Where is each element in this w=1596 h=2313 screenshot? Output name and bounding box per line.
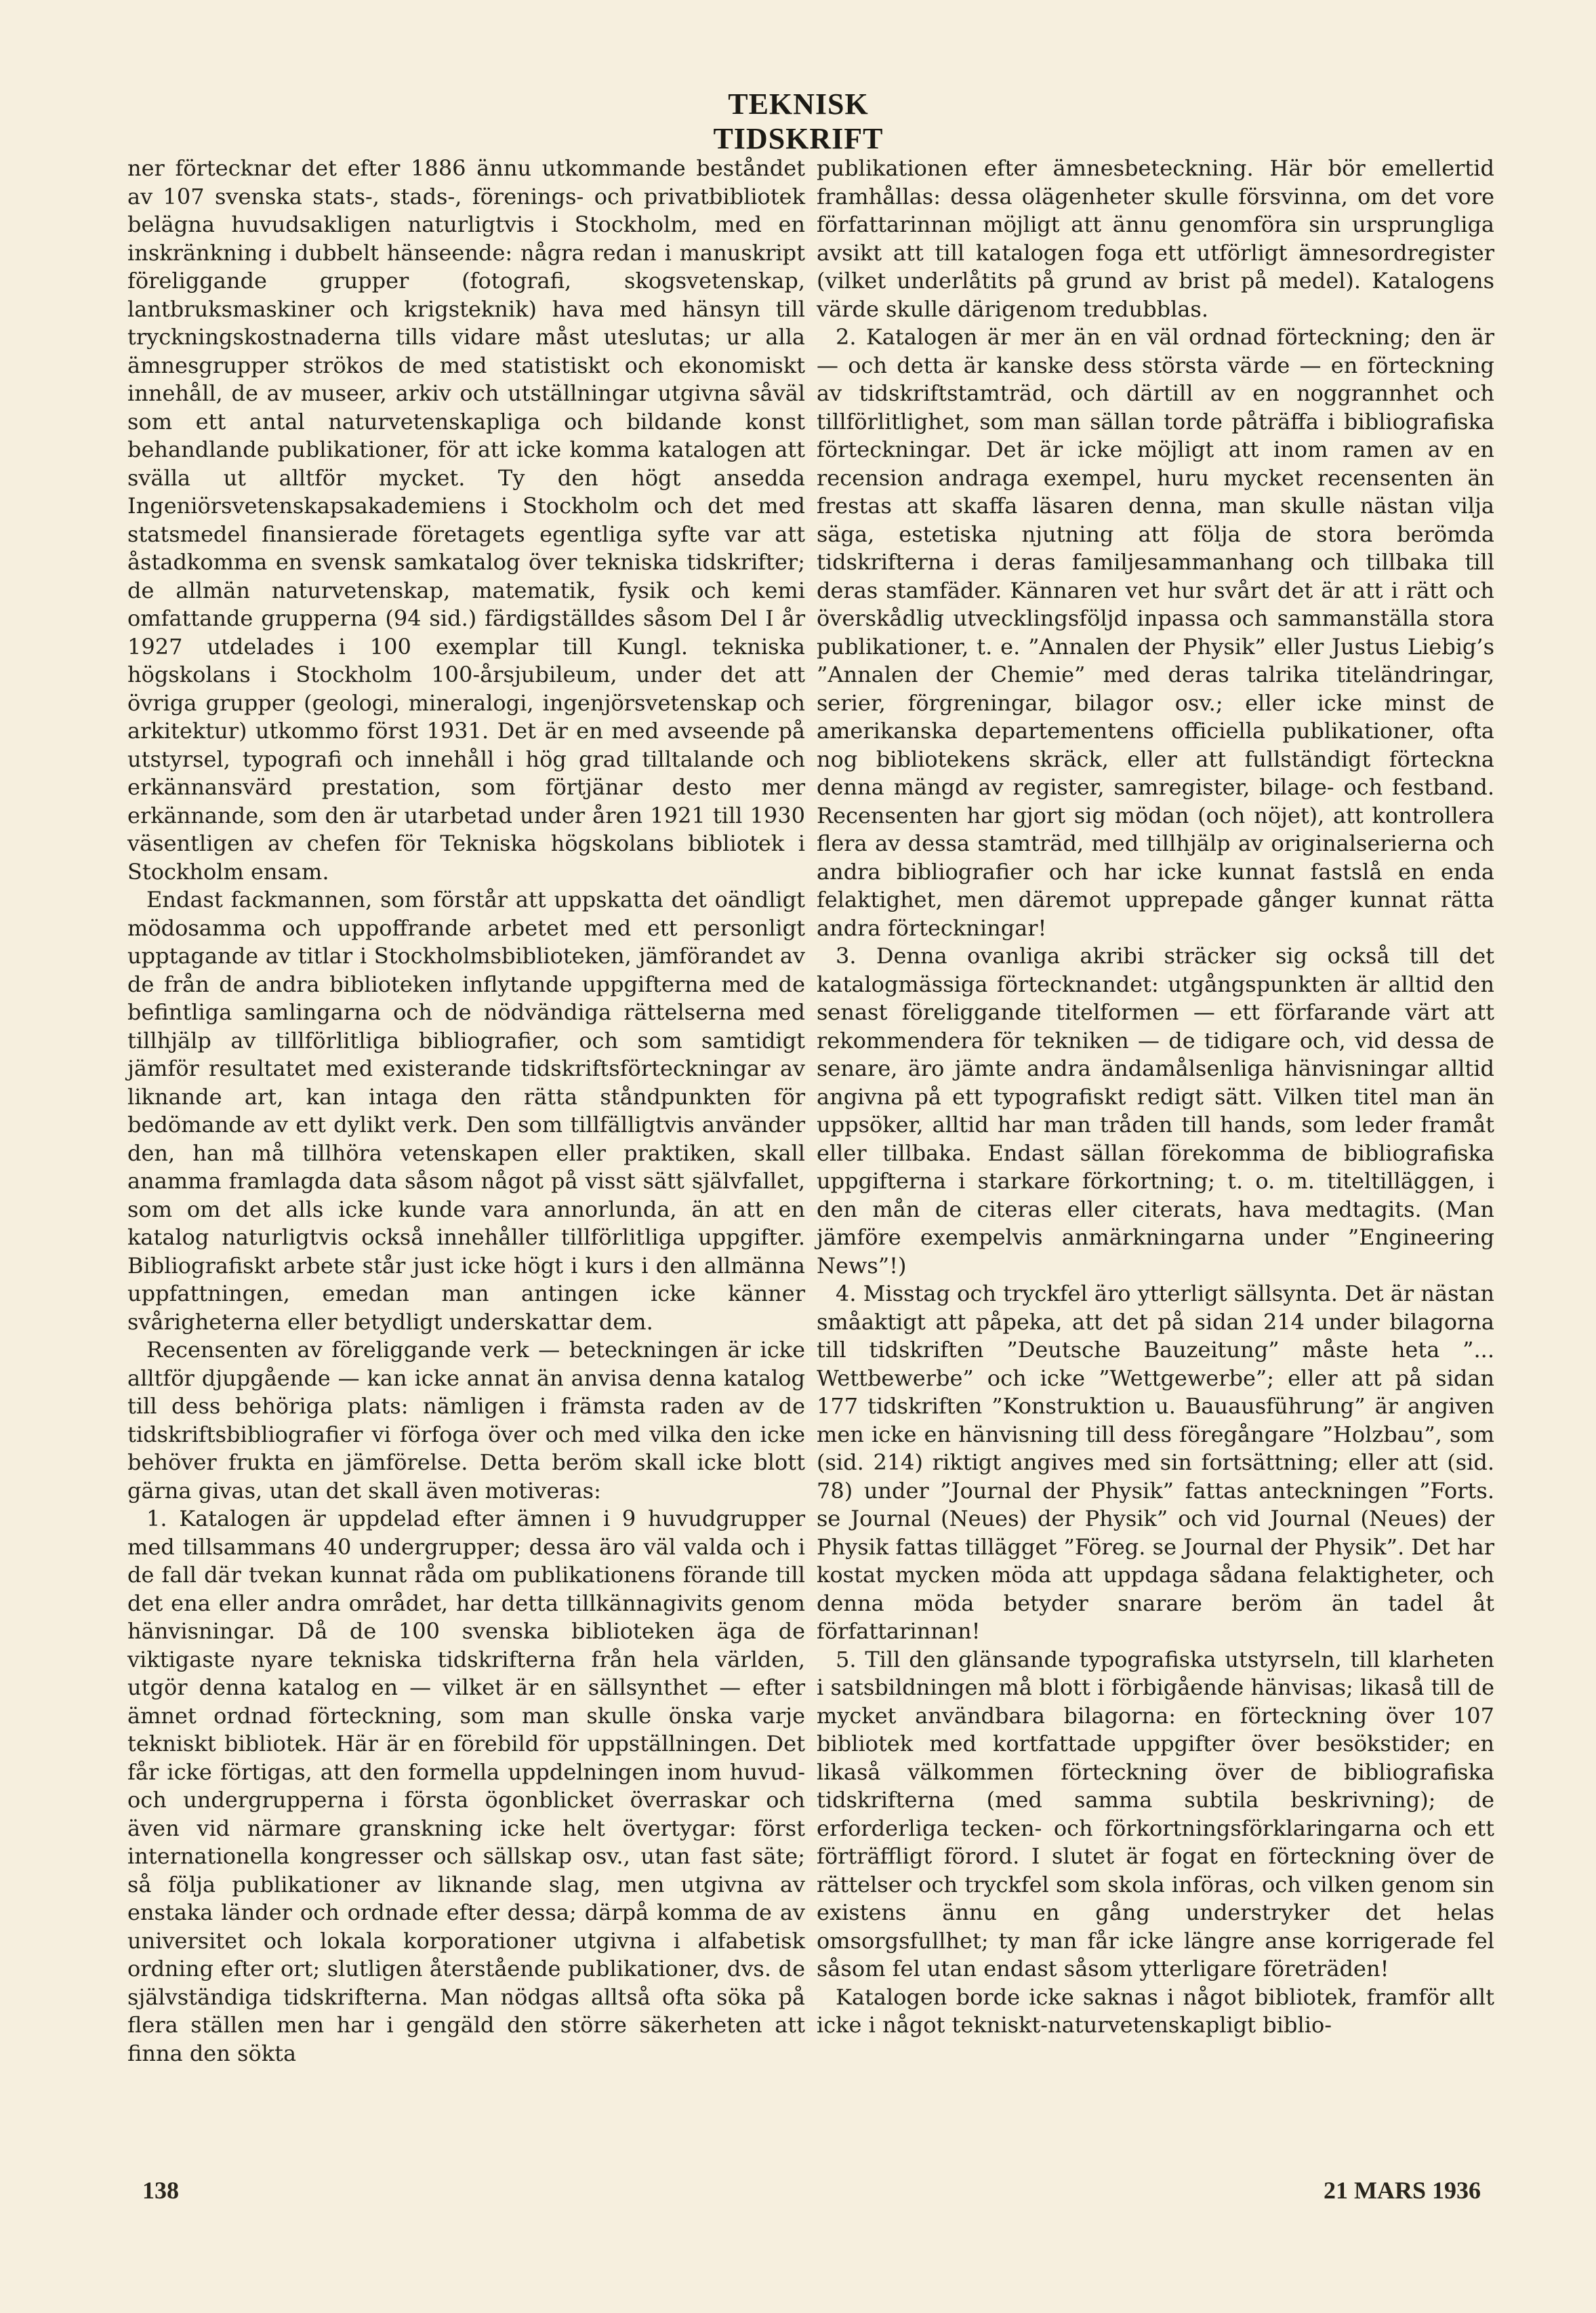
right-text-column	[817, 155, 1494, 2040]
paragraph: Recensenten av föreliggande verk — beteckningen är icke alltför djupgående — kan icke annat än anvisa denna katalog till dess behöriga plats: nämligen i främsta raden av de tidskriftsbibliografier vi förfoga över och med vilka den icke behöver frukta en jämförelse. Detta beröm skall icke blott gärna givas, utan det skall även motiveras:	[127, 1337, 805, 1504]
paragraph: 4. Misstag och tryckfel äro ytterligt sällsynta. Det är nästan småaktigt att påpeka, att det på sidan 214 under bilagorna till tidskriften ”Deutsche Bauzeitung” måste heta ”... Wettbewerbe” och icke ”Wettgewerbe”; eller att på sidan 177 tidskriften ”Konstruktion u. Bauausführung” är angiven men icke en hänvisning till dess föregångare ”Holzbau”, som (sid. 214) riktigt angives med sin fortsättning; eller att (sid. 78) under ”Journal der Physik” fattas anteckningen ”Forts. se Journal (Neues) der Physik” och vid Journal (Neues) der Physik fattas tillägget ”Föreg. se Journal der Physik”. Det har kostat mycken möda att uppdaga sådana felaktigheter, och denna möda betyder snarare beröm än tadel åt författarinnan!	[817, 1281, 1494, 1644]
paragraph: 5. Till den glänsande typografiska utstyrseln, till klarheten i satsbildningen må blott i förbigående hänvisas; likaså till de mycket användbara bilagorna: en förteckning över 107 bibliotek med kortfattade uppgifter över besökstider; en likaså välkommen förteckning över de bibliografiska tidskrifterna (med samma subtila beskrivning); de erforderliga tecken- och förkortningsförklaringarna och ett förträffligt förord. I slutet är fogat en förteckning över de rättelser och tryckfel som skola införas, och vilken genom sin existens ännu en gång understryker det helas omsorgsfullhet; ty man får icke längre anse korrigerade fel såsom fel utan endast såsom ytterligare företräden!	[817, 1646, 1494, 1982]
paragraph: 1. Katalogen är uppdelad efter ämnen i 9 huvudgrupper med tillsammans 40 undergrupper; dessa äro väl valda och i de fall där tvekan kunnat råda om publikationens förande till det ena eller andra området, har detta tillkännagivits genom hänvisningar. Då de 100 svenska biblioteken äga de viktigaste nyare tekniska tidskrifterna från hela världen, utgör denna katalog en — vilket är en sällsynthet — efter ämnet ordnad förteckning, som man skulle önska varje tekniskt bibliotek. Här är en förebild för uppställningen. Det får icke förtigas, att den formella uppdelningen inom huvud- och undergrupperna i första ögonblicket överraskar och även vid närmare granskning icke helt övertygar: först internationella kongresser och sällskap osv., utan fast säte; så följa publikationer av liknande slag, men utgivna av enstaka länder och ordnade efter dessa; därpå komma de av universitet och lokala korporationer utgivna i alfabetisk ordning efter ort; slutligen återstående publikationer, dvs. de självständiga tidskrifterna. Man nödgas alltså ofta söka på flera ställen men har i gengäld den större säkerheten att finna den sökta	[127, 1506, 805, 2066]
paragraph: 3. Denna ovanliga akribi sträcker sig också till det katalogmässiga förtecknandet: utgångspunkten är alltid den senast föreliggande titelformen — ett förfarande värt att rekommendera för tekniken — de tidigare och, vid dessa de senare, äro jämte andra ändamålsenliga hänvisningar alltid angivna på ett typografiskt redigt sätt. Vilken titel man än uppsöker, alltid har man tråden till hands, som leder framåt eller tillbaka. Endast sällan förekomma de bibliografiska uppgifterna i starkare förkortning; t. o. m. titeltilläggen, i den mån de citeras eller citerats, hava medtagits. (Man jämföre exempelvis anmärkningarna under ”Engineering News”!)	[817, 943, 1494, 1279]
page-number: 138	[142, 2177, 179, 2204]
paragraph: publikationen efter ämnesbeteckning. Här bör emellertid framhållas: dessa olägenheter skulle försvinna, om det vore författarinnan möjligt att ännu genomföra sin ursprungliga avsikt att till katalogen foga ett utförligt ämnesordregister (vilket underlåtits på grund av brist på medel). Katalogens värde skulle därigenom tredubblas.	[817, 155, 1494, 322]
paragraph: Katalogen borde icke saknas i något bibliotek, framför allt icke i något tekniskt-naturvetenskapligt biblio-	[817, 1984, 1494, 2038]
left-text-column	[127, 155, 805, 2068]
paragraph: Endast fackmannen, som förstår att uppskatta det oändligt mödosamma och uppoffrande arbetet med ett personligt upptagande av titlar i Stockholmsbiblioteken, jämförandet av de från de andra biblioteken inflytande uppgifterna med de befintliga samlingarna och de nödvändiga rättelserna med tillhjälp av tillförlitliga bibliografier, och som samtidigt jämför resultatet med existerande tidskriftsförteckningar av liknande art, kan intaga den rätta ståndpunkten för bedömande av ett dylikt verk. Den som tillfälligtvis använder den, han må tillhöra vetenskapen eller praktiken, skall anamma framlagda data såsom något på visst sätt självfallet, som om det alls icke kunde vara annorlunda, än att en katalog naturligtvis också innehåller tillförlitliga uppgifter. Bibliografiskt arbete står just icke högt i kurs i den allmänna uppfattningen, emedan man antingen icke känner svårigheterna eller betydligt underskattar dem.	[127, 887, 805, 1335]
issue-date: 21 MARS 1936	[1324, 2177, 1481, 2204]
paragraph: 2. Katalogen är mer än en väl ordnad förteckning; den är — och detta är kanske dess största värde — en förteckning av tidskriftstamträd, och därtill av en noggrannhet och tillförlitlighet, som man sällan torde påträffa i bibliografiska förteckningar. Det är icke möjligt att inom ramen av en recension andraga exempel, huru mycket recensenten än frestas att skaffa läsaren denna, man skulle nästan vilja säga, estetiska njutning att följa de stora berömda tidskrifterna i deras familjesammanhang och tillbaka till deras stamfäder. Kännaren vet hur svårt det är att i rätt och överskådlig utvecklingsföljd inpassa och sammanställa stora publikationer, t. e. ”Annalen der Physik” eller Justus Liebig’s ”Annalen der Chemie” med deras talrika titeländringar, serier, förgreningar, bilagor osv.; eller icke minst de amerikanska departementens officiella publikationer, ofta nog bibliotekens skräck, eller att fullständigt förteckna denna mängd av register, samregister, bilage- och festband. Recensenten har gjort sig mödan (och nöjet), att kontrollera flera av dessa stamträd, med tillhjälp av originalserierna och andra bibliografier och har icke kunnat fastslå en enda felaktighet, men däremot upprepade gånger kunnat rätta andra förteckningar!	[817, 324, 1494, 941]
page-header-title: TEKNISK TIDSKRIFT	[713, 87, 884, 155]
paragraph: ner förtecknar det efter 1886 ännu utkommande beståndet av 107 svenska stats-, stads-, förenings- och privatbibliotek belägna huvudsakligen naturligtvis i Stockholm, med en inskränkning i dubbelt hänseende: några redan i manuskript föreliggande grupper (fotografi, skogsvetenskap, lantbruksmaskiner och krigsteknik) hava med hänsyn till tryckningskostnaderna tills vidare måst uteslutas; ur alla ämnesgrupper strökos de med statistiskt och ekonomiskt innehåll, de av museer, arkiv och utställningar utgivna såväl som ett antal naturvetenskapliga och bildande konst behandlande publikationer, för att icke komma katalogen att svälla ut alltför mycket. Ty den högt ansedda Ingeniörsvetenskapsakademiens i Stockholm och det med statsmedel finansierade företagets egentliga syfte var att åstadkomma en svensk samkatalog över tekniska tidskrifter; de allmän naturvetenskap, matematik, fysik och kemi omfattande grupperna (94 sid.) färdigställdes såsom Del I år 1927 utdelades i 100 exemplar till Kungl. tekniska högskolans i Stockholm 100-årsjubileum, under det att övriga grupper (geologi, mineralogi, ingenjörsvetenskap och arkitektur) utkommo först 1931. Det är en med avseende på utstyrsel, typografi och innehåll i hög grad tilltalande och erkännansvärd prestation, som förtjänar desto mer erkännande, som den är utarbetad under åren 1921 till 1930 väsentligen av chefen för Tekniska högskolans bibliotek i Stockholm ensam.	[127, 155, 805, 885]
